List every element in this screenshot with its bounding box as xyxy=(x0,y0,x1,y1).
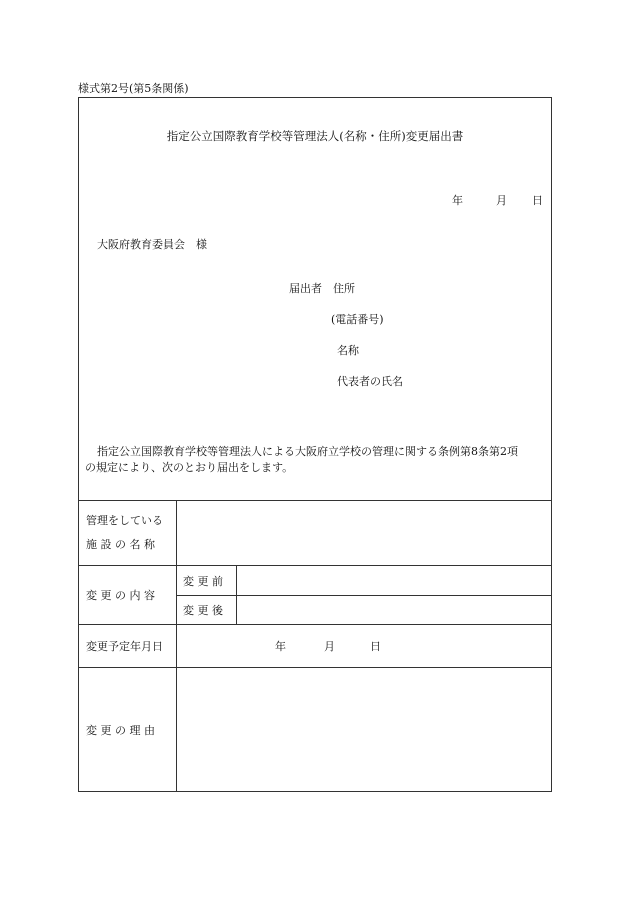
form-frame xyxy=(78,97,552,792)
change-details-table xyxy=(79,500,551,792)
form-number: 様式第2号(第5条関係) xyxy=(78,82,189,95)
date-year: 年 xyxy=(452,194,463,207)
date-day: 日 xyxy=(532,194,543,207)
facility-name-value[interactable] xyxy=(177,501,551,565)
document-title: 指定公立国際教育学校等管理法人(名称・住所)変更届出書 xyxy=(166,129,464,143)
applicant-address-label: 届出者 住所 xyxy=(289,282,355,295)
change-reason-label: 変 更 の 理 由 xyxy=(86,724,155,737)
date-month: 月 xyxy=(496,194,507,207)
scheduled-date-label: 変更予定年月日 xyxy=(86,640,163,653)
after-change-label: 変 更 後 xyxy=(183,604,223,617)
change-content-label: 変 更 の 内 容 xyxy=(86,589,155,602)
facility-name-label xyxy=(79,502,183,564)
after-change-value[interactable] xyxy=(237,596,551,624)
facility-label-line-1: 管理をしている xyxy=(86,514,163,527)
addressee: 大阪府教育委員会 様 xyxy=(97,238,207,251)
scheduled-month: 月 xyxy=(324,640,335,653)
before-change-label: 変 更 前 xyxy=(183,574,223,588)
notice-line-2: の規定により、次のとおり届出をします。 xyxy=(85,461,294,474)
scheduled-date-value[interactable] xyxy=(177,625,551,667)
representative-name-label: 代表者の氏名 xyxy=(337,375,403,388)
scheduled-year: 年 xyxy=(275,640,286,653)
notice-line-1: 指定公立国際教育学校等管理法人による大阪府立学校の管理に関する条例第8条第2項 xyxy=(97,445,518,458)
before-change-value[interactable] xyxy=(237,566,551,595)
applicant-name-label: 名称 xyxy=(337,344,359,357)
notice-body xyxy=(85,444,547,476)
scheduled-day: 日 xyxy=(370,640,381,653)
applicant-phone-label: (電話番号) xyxy=(331,313,384,326)
facility-label-line-2: 施 設 の 名 称 xyxy=(86,538,155,551)
change-reason-value[interactable] xyxy=(177,668,551,792)
submission-date xyxy=(452,192,543,208)
